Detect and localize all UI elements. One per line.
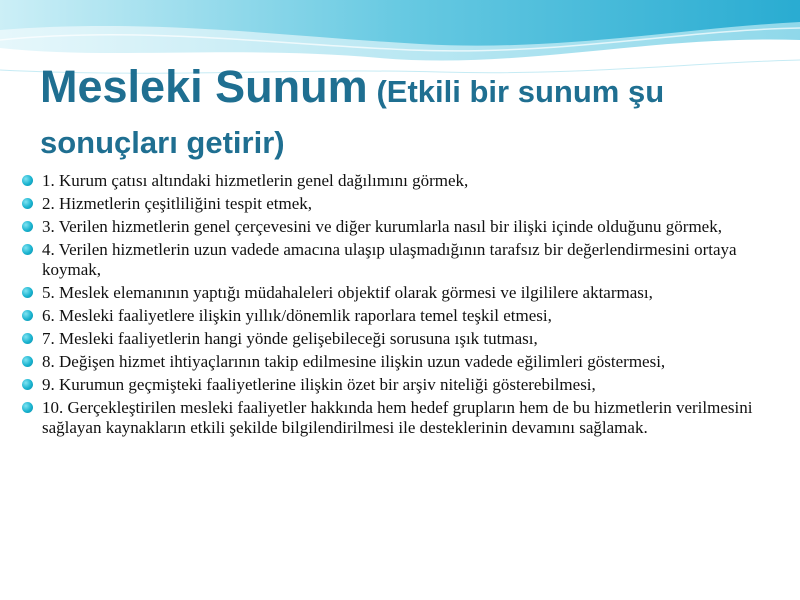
- bullet-icon: [22, 356, 33, 367]
- list-item: [22, 306, 782, 326]
- bullet-text: 6. Mesleki faaliyetlere ilişkin yıllık/dönemlik raporlara temel teşkil etmesi,: [42, 306, 552, 325]
- bullet-text: 1. Kurum çatısı altındaki hizmetlerin genel dağılımını görmek,: [42, 171, 469, 190]
- list-item: [22, 352, 782, 372]
- bullet-text: 4. Verilen hizmetlerin uzun vadede amacına ulaşıp ulaşmadığının tarafsız bir değerlendirmesini ortaya koymak,: [42, 240, 737, 279]
- bullet-text: 3. Verilen hizmetlerin genel çerçevesini ve diğer kurumlarla nasıl bir ilişki içinde olduğunu görmek,: [42, 217, 722, 236]
- bullet-icon: [22, 198, 33, 209]
- bullet-icon: [22, 402, 33, 413]
- bullet-icon: [22, 287, 33, 298]
- slide-title: [40, 62, 780, 168]
- list-item: [22, 375, 782, 395]
- title-main: Mesleki Sunum: [40, 61, 368, 112]
- bullet-text: 7. Mesleki faaliyetlerin hangi yönde gelişebileceği sorusuna ışık tutması,: [42, 329, 538, 348]
- list-item: [22, 171, 782, 191]
- bullet-icon: [22, 244, 33, 255]
- bullet-icon: [22, 333, 33, 344]
- bullet-text: 5. Meslek elemanının yaptığı müdahaleleri objektif olarak görmesi ve ilgililere aktarması,: [42, 283, 653, 302]
- list-item: [22, 398, 782, 438]
- bullet-icon: [22, 175, 33, 186]
- bullet-text: 2. Hizmetlerin çeşitliliğini tespit etmek,: [42, 194, 313, 213]
- bullet-text: 10. Gerçekleştirilen mesleki faaliyetler hakkında hem hedef grupların hem de bu hizmetlerin verilmesini sağlayan kaynakların etkili şekilde bilgilendirilmesi ile desteklerinin devamını sağlamak.: [42, 398, 753, 437]
- list-item: [22, 329, 782, 349]
- bullet-text: 9. Kurumun geçmişteki faaliyetlerine ilişkin özet bir arşiv niteliği gösterebilmesi,: [42, 375, 596, 394]
- bullet-icon: [22, 379, 33, 390]
- list-item: [22, 194, 782, 214]
- title-subtitle: (Etkili bir sunum şu sonuçları getirir): [40, 74, 665, 160]
- bullet-icon: [22, 221, 33, 232]
- list-item: [22, 283, 782, 303]
- bullet-text: 8. Değişen hizmet ihtiyaçlarının takip edilmesine ilişkin uzun vadede eğilimleri göstermesi,: [42, 352, 666, 371]
- list-item: [22, 217, 782, 237]
- bullet-list: [22, 171, 782, 441]
- bullet-icon: [22, 310, 33, 321]
- list-item: [22, 240, 782, 280]
